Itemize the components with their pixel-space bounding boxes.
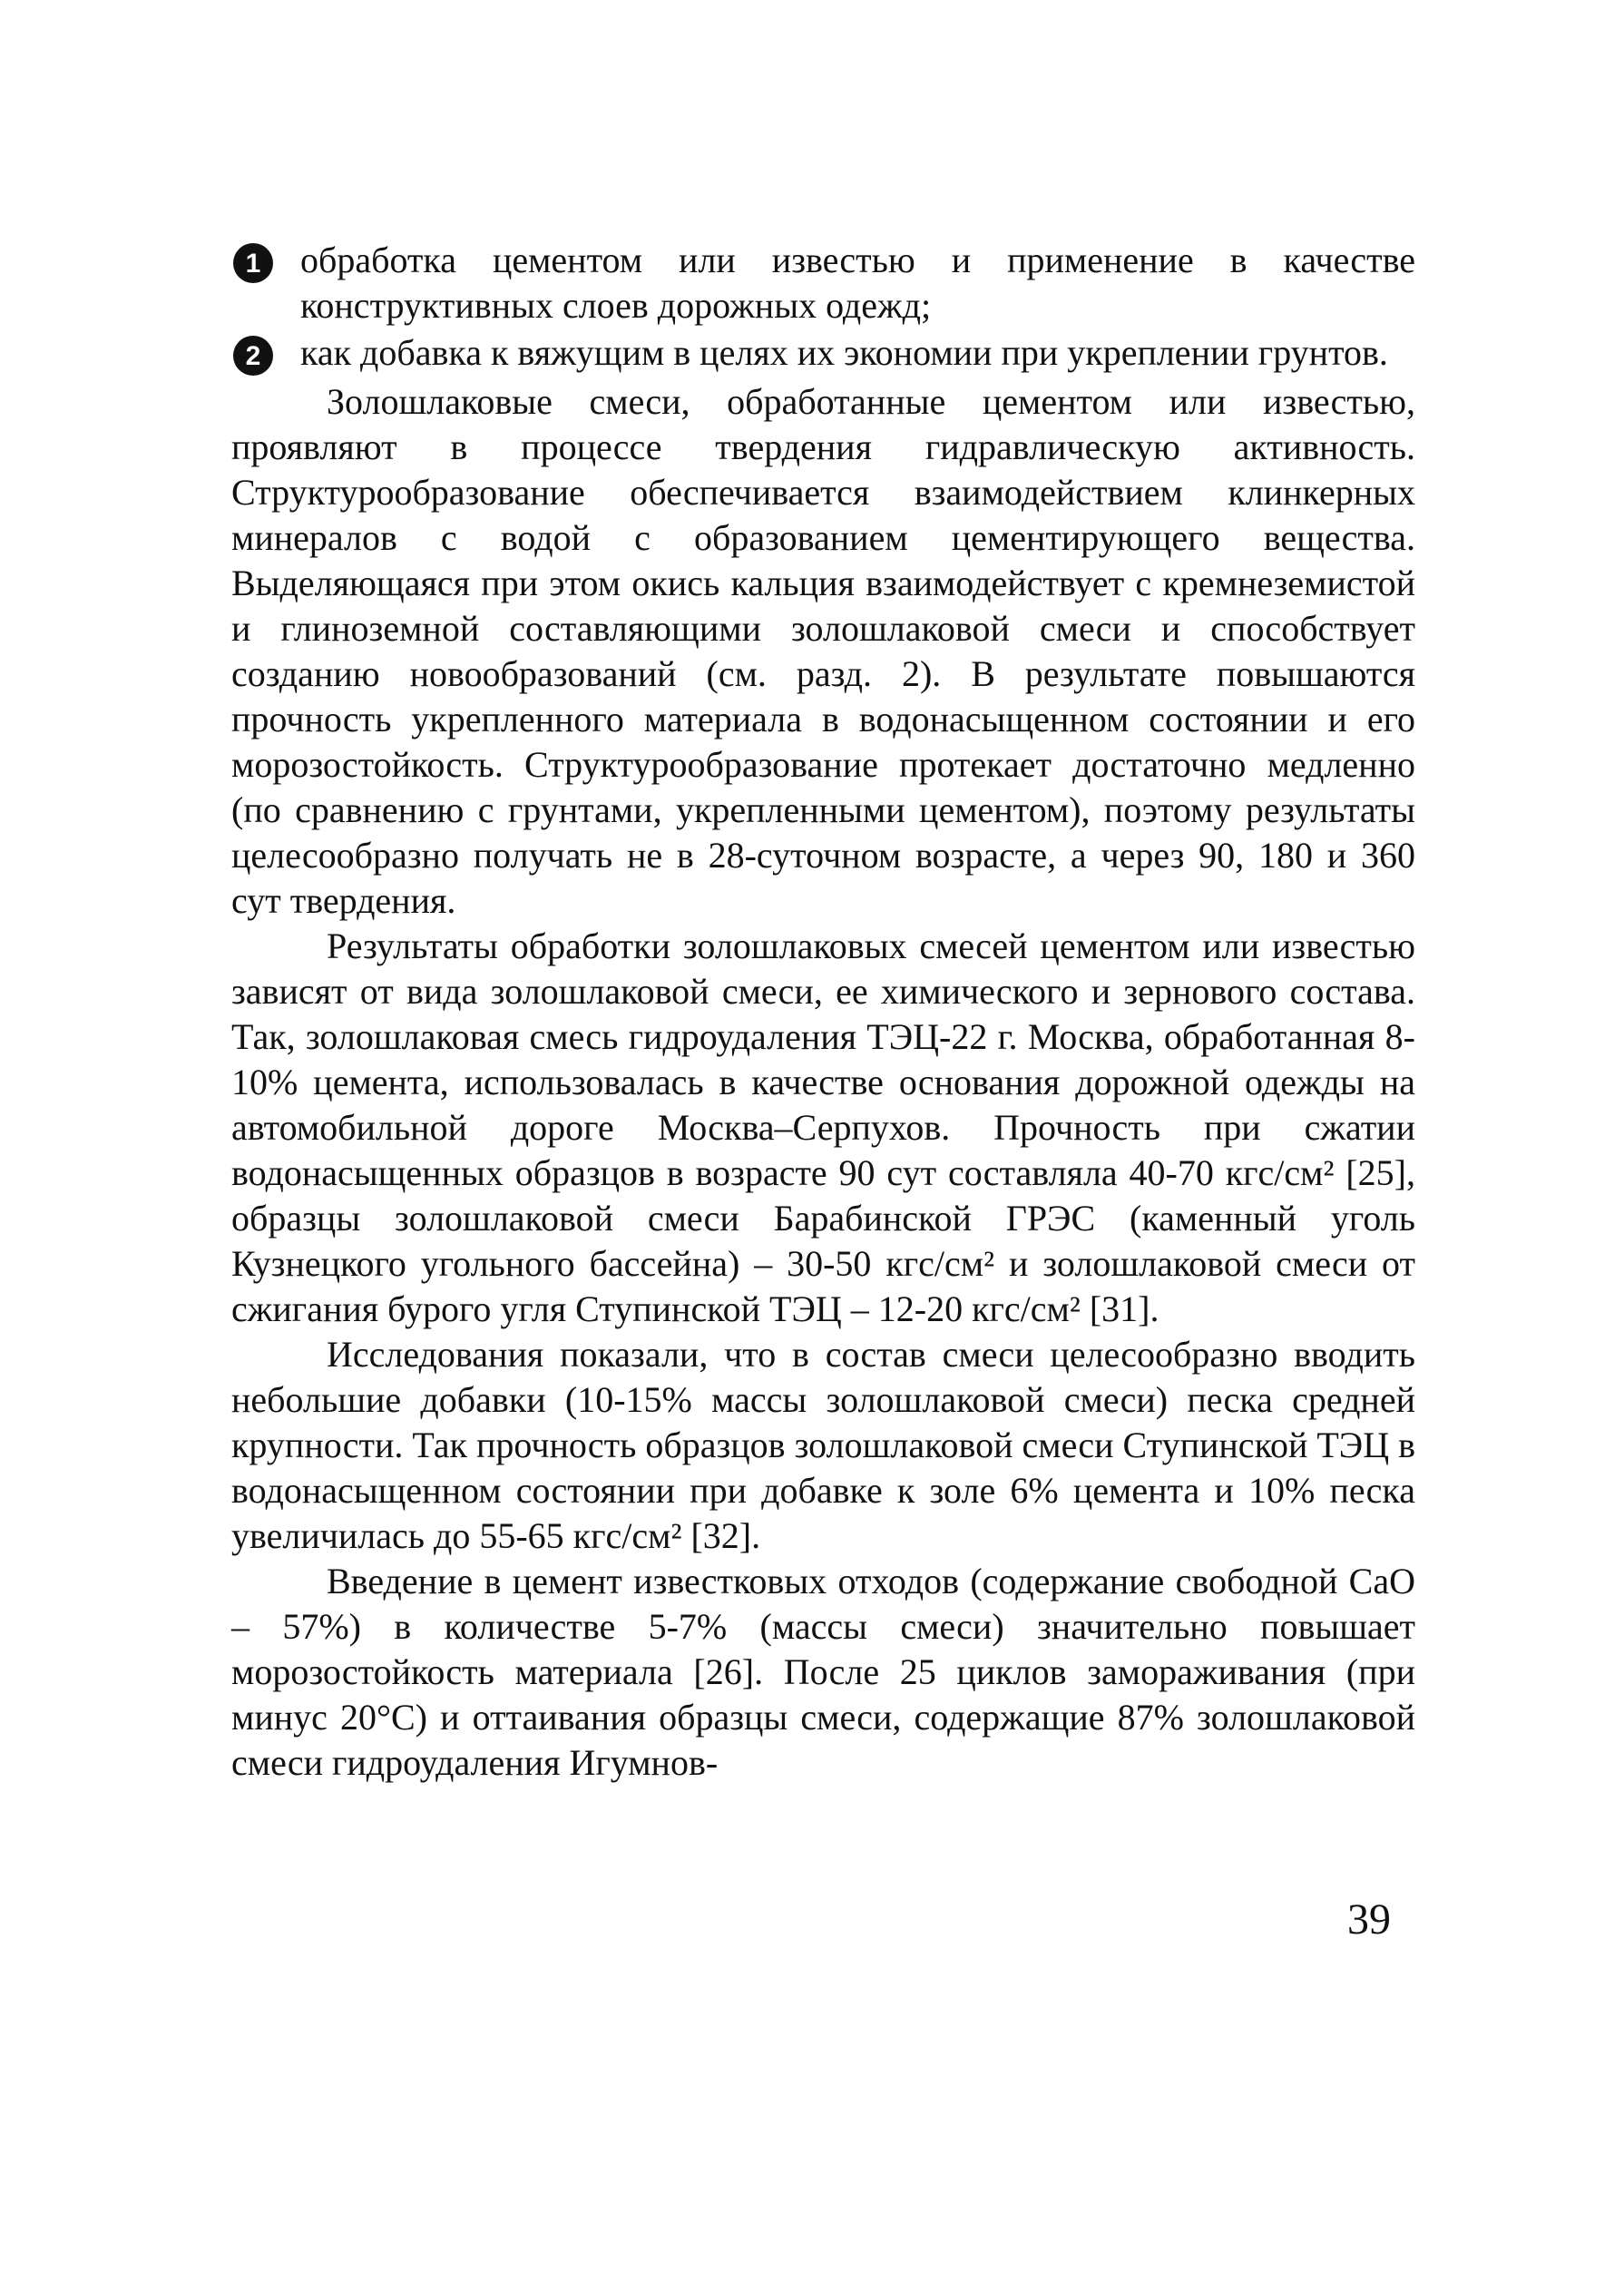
list-item-text: обработка цементом или известью и применение в качестве конструктивных слоев дорожных одежд;: [300, 240, 1415, 326]
page-number: 39: [1347, 1895, 1391, 1944]
list-item-text: как добавка к вяжущим в целях их экономии при укреплении грунтов.: [300, 332, 1388, 373]
circled-number-2-icon: [231, 334, 275, 377]
list-item: [231, 238, 1415, 328]
svg-text:2: 2: [245, 341, 261, 371]
paragraph: Исследования показали, что в состав смеси целесообразно вводить небольшие добавки (10-15% массы золошлаковой смеси) песка средней крупности. Так прочность образцов золошлаковой смеси Ступинской ТЭЦ в водонасыщенном состоянии при добавке к золе 6% цемента и 10% песка увеличилась до 55-65 кгс/см² [32].: [231, 1334, 1415, 1556]
list-item: [231, 330, 1415, 377]
svg-text:1: 1: [245, 249, 261, 279]
circled-number-1-icon: [231, 241, 275, 285]
page-content: [231, 238, 1415, 1786]
paragraph: Золошлаковые смеси, обработанные цементом или известью, проявляют в процессе твердения гидравлическую активность. Структурообразование обеспечивается взаимодействием клинкерных минералов с водой с образованием цементирующего вещества. Выделяющаяся при этом окись кальция взаимодействует с кремнеземистой и глиноземной составляющими золошлаковой смеси и способствует созданию новообразований (см. разд. 2). В результате повышаются прочность укрепленного материала в водонасыщенном состоянии и его морозостойкость. Структурообразование протекает достаточно медленно (по сравнению с грунтами, укрепленными цементом), поэтому результаты целесообразно получать не в 28-суточном возрасте, а через 90, 180 и 360 сут твердения.: [231, 381, 1415, 921]
paragraph: Введение в цемент известковых отходов (содержание свободной CaO – 57%) в количестве 5-7% (массы смеси) значительно повышает морозостойкость материала [26]. После 25 циклов замораживания (при минус 20°С) и оттаивания образцы смеси, содержащие 87% золошлаковой смеси гидроудаления Игумнов-: [231, 1561, 1415, 1783]
paragraph: Результаты обработки золошлаковых смесей цементом или известью зависят от вида золошлаковой смеси, ее химического и зернового состава. Так, золошлаковая смесь гидроудаления ТЭЦ-22 г. Москва, обработанная 8-10% цемента, использовалась в качестве основания дорожной одежды на автомобильной дороге Москва–Серпухов. Прочность при сжатии водонасыщенных образцов в возрасте 90 сут составляла 40-70 кгс/см² [25], образцы золошлаковой смеси Барабинской ГРЭС (каменный уголь Кузнецкого угольного бассейна) – 30-50 кгс/см² и золошлаковой смеси от сжигания бурого угля Ступинской ТЭЦ – 12-20 кгс/см² [31].: [231, 925, 1415, 1329]
